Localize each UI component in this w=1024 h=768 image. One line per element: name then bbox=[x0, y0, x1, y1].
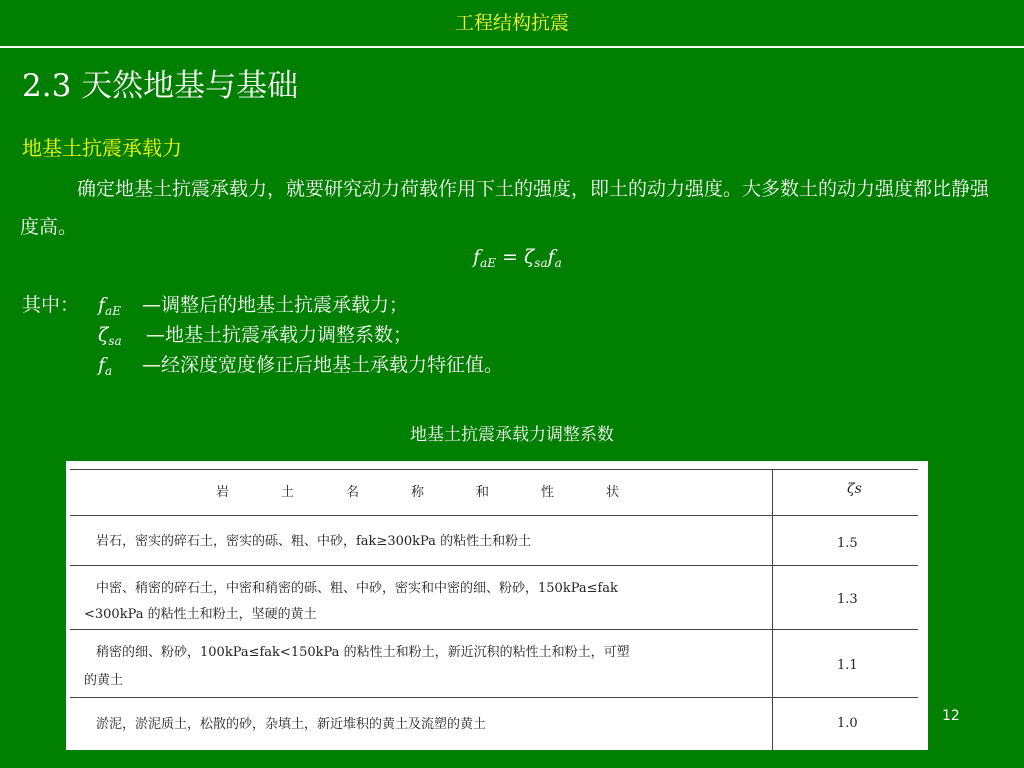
table-header-char: 名 bbox=[346, 485, 360, 500]
table-row-text: <300kPa 的粘性土和粉土，坚硬的黄土 bbox=[84, 607, 317, 622]
formula-f-sub: a bbox=[554, 256, 562, 270]
formula-zeta: ζ bbox=[523, 246, 535, 268]
table-row-text: 稍密的细、粉砂，100kPa≤fak<150kPa 的粘性土和粉土，新近沉积的粘性土和粉土，可塑 bbox=[96, 645, 630, 660]
table-rule bbox=[70, 697, 918, 698]
table-caption: 地基土抗震承载力调整系数 bbox=[410, 425, 614, 445]
definition-row bbox=[22, 290, 503, 320]
slide-title: 2.3 天然地基与基础 bbox=[22, 68, 299, 104]
table-header-char: 状 bbox=[606, 485, 620, 500]
table-column-divider bbox=[772, 469, 773, 750]
definition-symbol-sub: aE bbox=[105, 304, 121, 318]
table-header-char: 称 bbox=[411, 485, 425, 500]
section-subtitle: 地基土抗震承载力 bbox=[22, 136, 182, 160]
table-row-text: 岩石，密实的碎石土，密实的砾、粗、中砂，fak≥300kPa 的粘性土和粉土 bbox=[96, 534, 532, 549]
table-header-char: 岩 bbox=[216, 485, 230, 500]
definition-row bbox=[22, 350, 503, 380]
table-row-text: 中密、稍密的碎石土，中密和稍密的砾、粗、中砂，密实和中密的细、粉砂，150kPa≤fak bbox=[96, 581, 618, 596]
formula-f: f bbox=[547, 246, 555, 268]
table-row-value: 1.5 bbox=[837, 536, 858, 551]
table-header-char: 土 bbox=[281, 485, 295, 500]
table-rule bbox=[70, 469, 918, 470]
table-rule bbox=[70, 515, 918, 516]
definition-row bbox=[22, 320, 503, 350]
definition-text: —经深度宽度修正后地基土承载力特征值。 bbox=[142, 354, 504, 376]
table-row-text: 的黄土 bbox=[84, 673, 124, 688]
header-divider bbox=[0, 46, 1024, 48]
symbol-definitions bbox=[22, 290, 503, 380]
formula-lhs-sub: aE bbox=[480, 256, 496, 270]
bearing-capacity-formula bbox=[473, 246, 562, 270]
formula-lhs: f bbox=[473, 246, 481, 268]
page-number: 12 bbox=[942, 708, 960, 724]
definitions-lead: 其中： bbox=[22, 294, 80, 316]
definition-symbol-sub: a bbox=[105, 364, 113, 378]
definition-symbol: ζ bbox=[98, 324, 109, 346]
table-row-value: 1.1 bbox=[837, 658, 858, 673]
table-header-char: 性 bbox=[541, 485, 555, 500]
definition-text: —地基土抗震承载力调整系数； bbox=[146, 324, 413, 346]
table-row-text: 淤泥，淤泥质土，松散的砂，杂填土，新近堆积的黄土及流塑的黄土 bbox=[96, 717, 487, 732]
table-header-zeta: ζs bbox=[847, 481, 862, 497]
definition-symbol-sub: sa bbox=[108, 334, 122, 348]
definition-text: —调整后的地基土抗震承载力； bbox=[142, 294, 409, 316]
formula-zeta-sub: sa bbox=[534, 256, 548, 270]
table-header-char: 和 bbox=[476, 485, 490, 500]
table-rule bbox=[70, 565, 918, 566]
definition-symbol: f bbox=[98, 294, 106, 316]
table-rule bbox=[70, 629, 918, 630]
intro-paragraph: 确定地基土抗震承载力，就要研究动力荷载作用下土的强度，即土的动力强度。大多数土的动力强度都比静强度高。 bbox=[20, 178, 990, 238]
slide-header-title: 工程结构抗震 bbox=[454, 12, 569, 34]
formula-equals: = bbox=[502, 246, 518, 268]
table-row-value: 1.3 bbox=[837, 592, 858, 607]
definition-symbol: f bbox=[98, 354, 106, 376]
adjustment-coefficient-table bbox=[66, 461, 928, 750]
table-row-value: 1.0 bbox=[837, 716, 858, 731]
